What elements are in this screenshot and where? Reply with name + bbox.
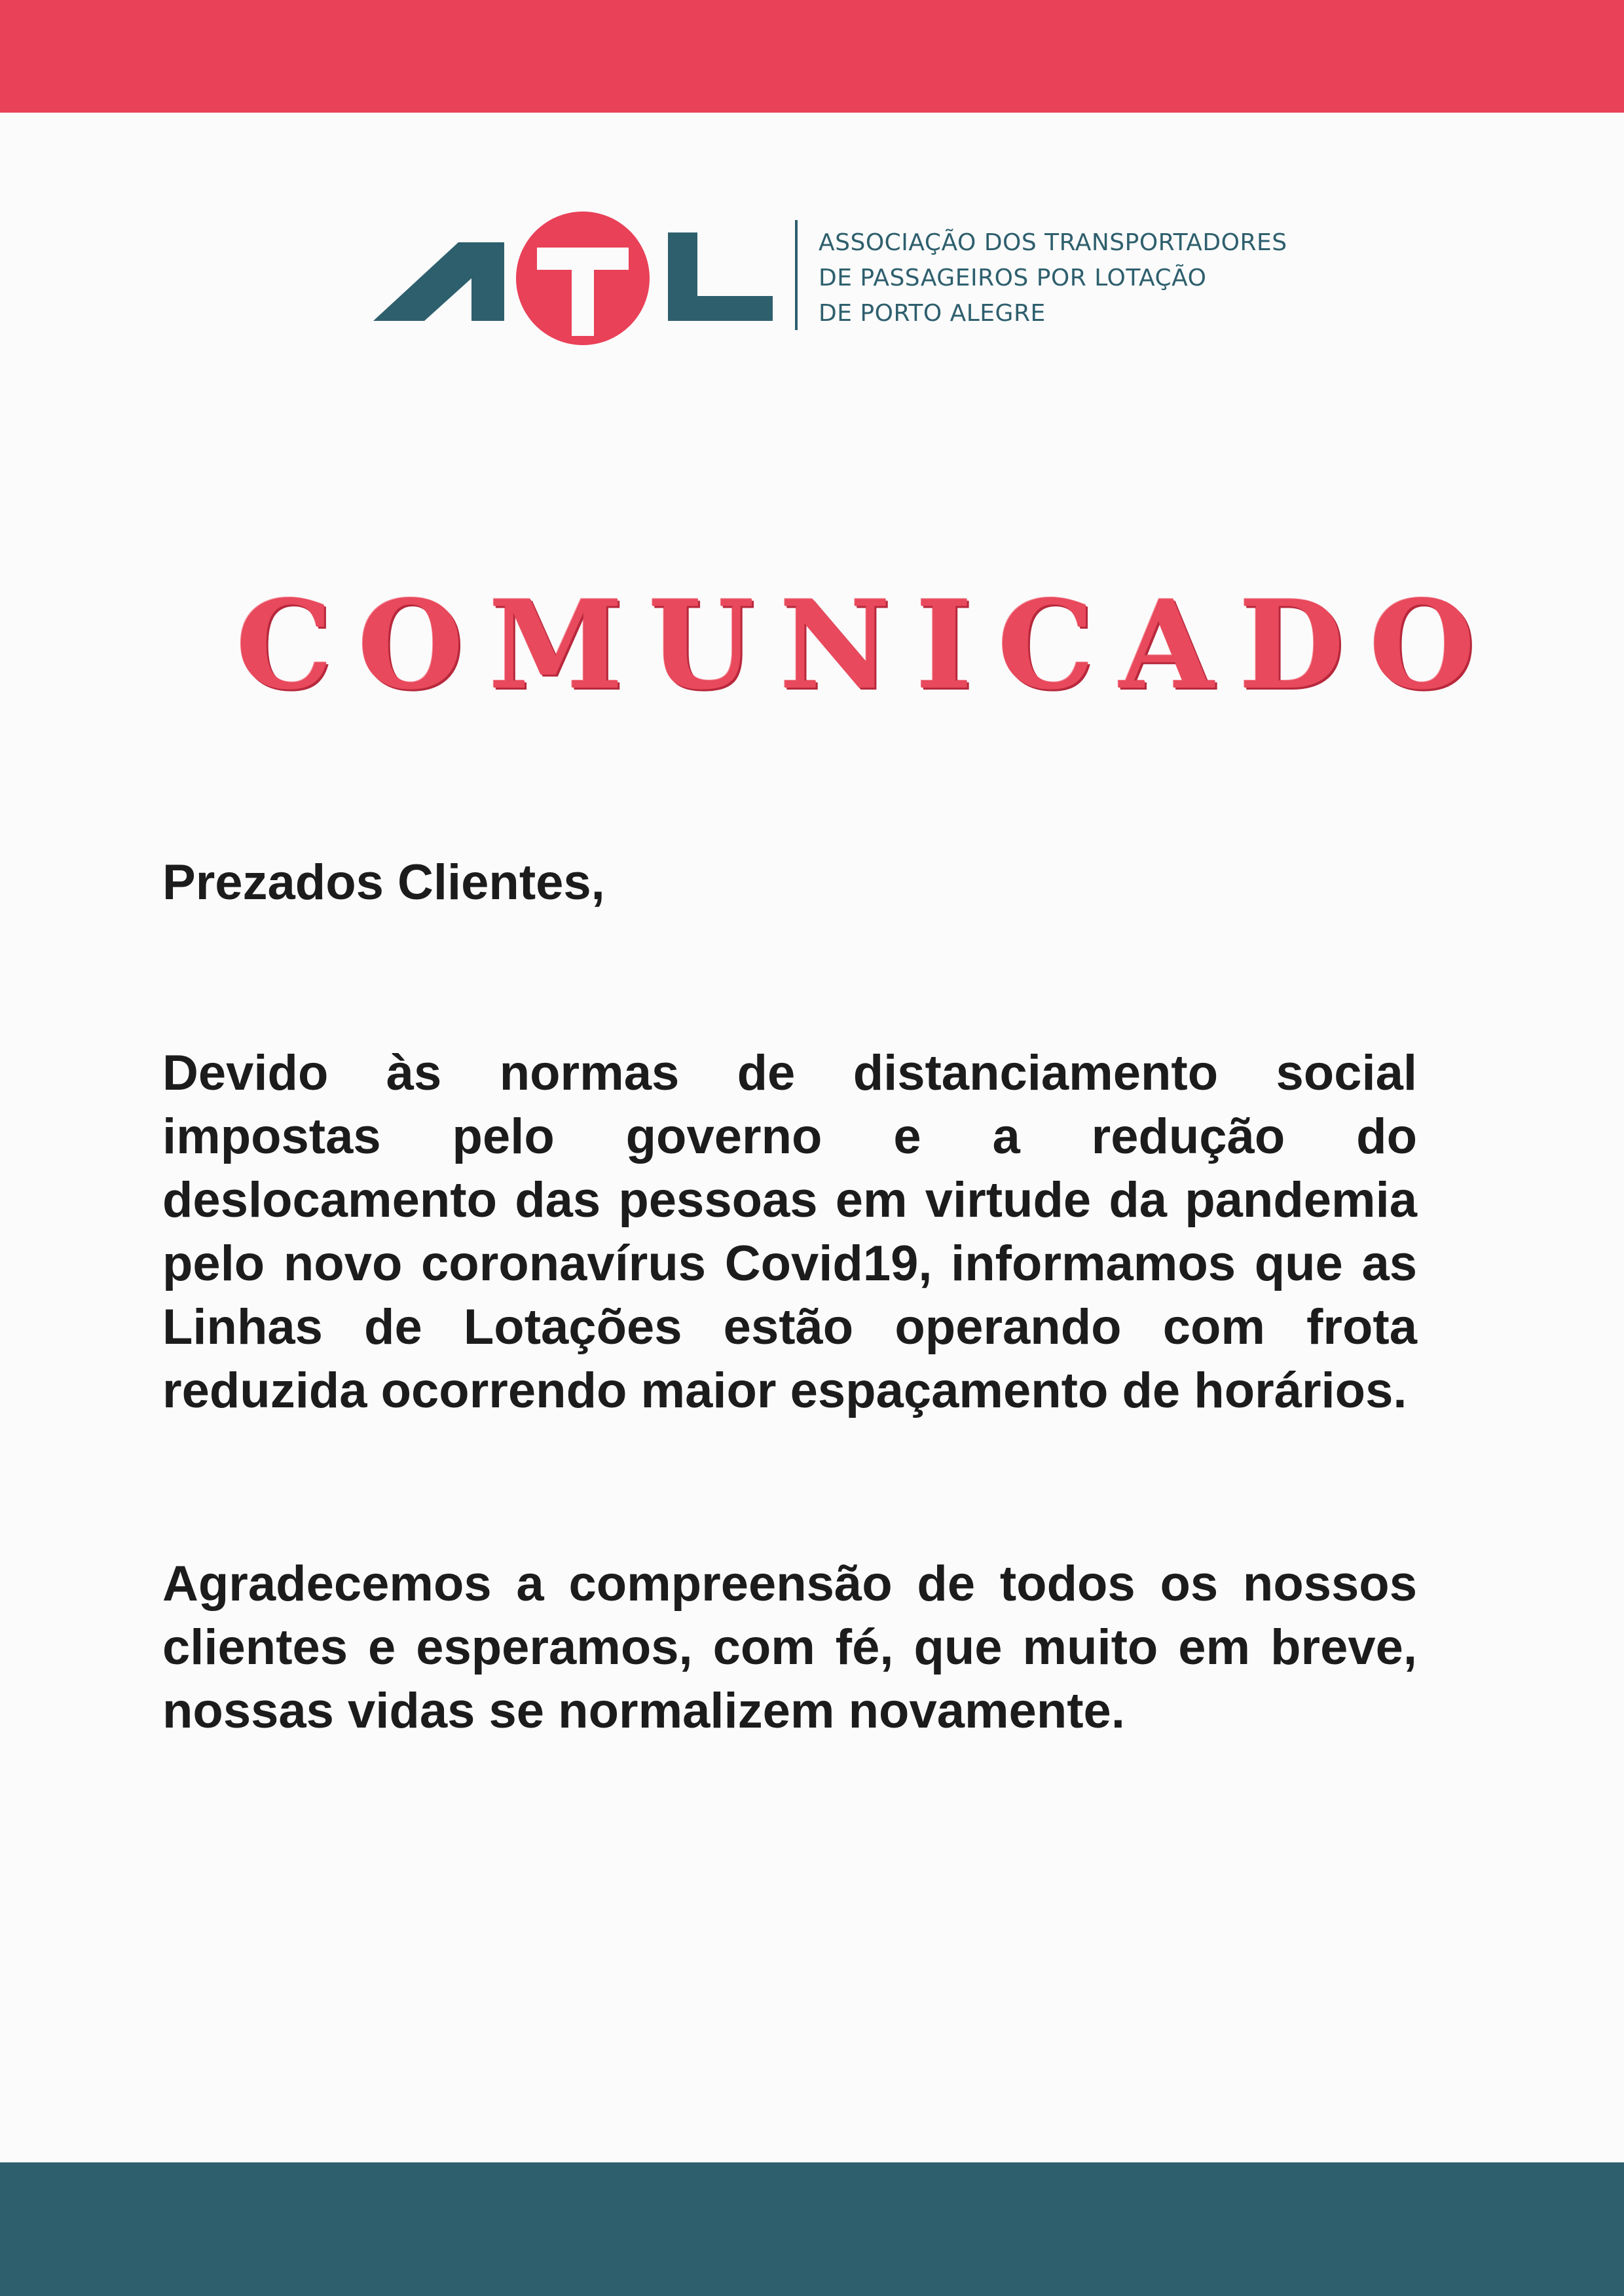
document-title: COMUNICADO [236, 573, 1500, 716]
salutation: Prezados Clientes, [162, 855, 605, 910]
org-name-line: DE PASSAGEIROS POR LOTAÇÃO [819, 265, 1207, 291]
top-color-band [0, 0, 1624, 113]
atl-logo [373, 196, 792, 347]
org-name-line: ASSOCIAÇÃO DOS TRANSPORTADORES [819, 229, 1287, 256]
logo-divider [795, 220, 798, 330]
body-paragraph: Devido às normas de distanciamento social impostas pelo governo e a redução do deslocamento das pessoas em virtude da pandemia pelo novo coronavírus Covid19, informamos que as Linhas de Lotações estão operando com frota reduzida ocorrendo maior espaçamento de horários. [162, 1045, 1417, 1418]
org-name-line: DE PORTO ALEGRE [819, 300, 1046, 327]
body-paragraph: Agradecemos a compreensão de todos os nossos clientes e esperamos, com fé, que muito em breve, nossas vidas se normalizem novamente. [162, 1556, 1417, 1739]
bottom-color-band [0, 2162, 1624, 2296]
organization-name [819, 225, 1287, 331]
